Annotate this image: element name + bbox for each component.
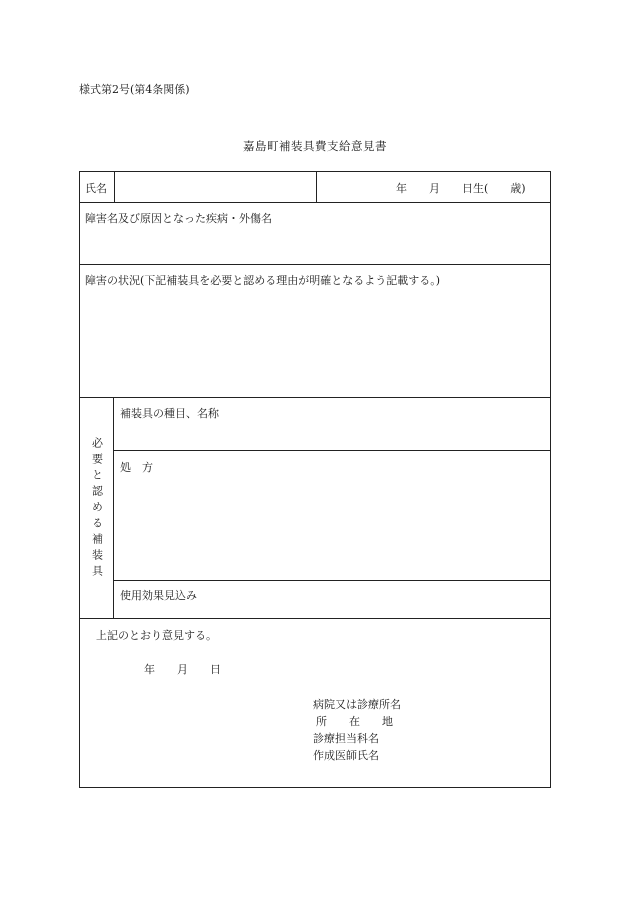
device-type-label: 補装具の種目、名称 (120, 407, 219, 420)
condition-row (80, 265, 550, 398)
needed-device-vertical-label: 必要と認める補装具 (80, 398, 114, 619)
needed-device-block (80, 398, 550, 619)
effect-row (114, 581, 550, 619)
form-number: 様式第2号(第4条関係) (79, 83, 190, 96)
address-label: 所 在 地 (316, 715, 393, 728)
name-row (80, 172, 550, 203)
department-label: 診療担当科名 (313, 732, 379, 745)
document-title: 嘉島町補装具費支給意見書 (243, 139, 387, 153)
prescription-label: 処 方 (120, 461, 153, 474)
statement-text: 上記のとおり意見する。 (96, 629, 217, 642)
diagnosis-row (80, 203, 550, 265)
diagnosis-label: 障害名及び原因となった疾病・外傷名 (85, 212, 272, 225)
device-type-row (114, 398, 550, 451)
effect-label: 使用効果見込み (120, 589, 197, 602)
signature-block (80, 619, 550, 789)
doctor-label: 作成医師氏名 (313, 749, 379, 762)
birthdate-label: 年 月 日生( 歳) (396, 182, 526, 195)
name-label-divider (114, 172, 115, 202)
condition-label: 障害の状況(下記補装具を必要と認める理由が明確となるよう記載する。) (85, 274, 441, 287)
hospital-label: 病院又は診療所名 (313, 698, 401, 711)
signature-date: 年 月 日 (144, 663, 221, 676)
prescription-row (114, 451, 550, 581)
opinion-form (79, 171, 551, 788)
name-label: 氏名 (85, 182, 107, 195)
name-field-divider (316, 172, 317, 202)
